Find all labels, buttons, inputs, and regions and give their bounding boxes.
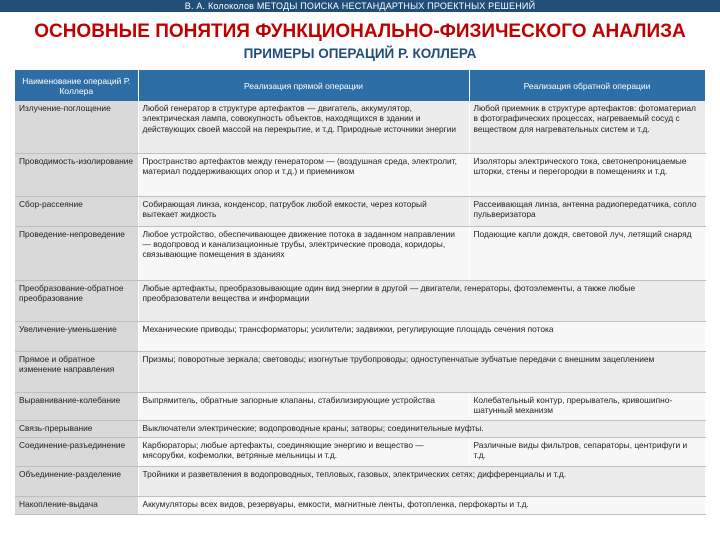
reverse-operation: Любой приемник в структуре артефактов: фотоматериал в фотографических процессах, нагреваемый сосуд с веществом для нагревательных систем и т.д. — [469, 101, 705, 153]
table-row — [15, 280, 705, 321]
operation-name: Связь-прерывание — [15, 420, 138, 437]
table-row — [15, 420, 705, 437]
operation-name: Проводимость-изолирование — [15, 153, 138, 196]
operation-name: Объединение-разделение — [15, 466, 138, 496]
table-row — [15, 437, 705, 466]
operation-name: Увеличение-уменьшение — [15, 321, 138, 351]
direct-operation: Карбюраторы; любые артефакты, соединяющие энергию и вещество — мясорубки, кофемолки, ветряные мельницы и т.д. — [138, 437, 469, 466]
direct-operation: Выпрямитель, обратные запорные клапаны, стабилизирующие устройства — [138, 392, 469, 420]
operation-name: Преобразование-обратное преобразование — [15, 280, 138, 321]
table-row — [15, 392, 705, 420]
operation-realization: Призмы; поворотные зеркала; световоды; изогнутые трубопроводы; одноступенчатые зубчатые передачи с внешним зацеплением — [138, 351, 705, 392]
operations-table — [15, 70, 706, 515]
top-bar: В. А. Колоколов МЕТОДЫ ПОИСКА НЕСТАНДАРТНЫХ ПРОЕКТНЫХ РЕШЕНИЙ — [0, 0, 720, 12]
operation-realization: Любые артефакты, преобразовывающие один вид энергии в другой — двигатели, генераторы, фотоэлементы, а также любые преобразователи вещества и информации — [138, 280, 705, 321]
page-title: ОСНОВНЫЕ ПОНЯТИЯ ФУНКЦИОНАЛЬНО-ФИЗИЧЕСКОГО АНАЛИЗА — [34, 21, 686, 42]
reverse-operation: Подающие капли дождя, световой луч, летящий снаряд — [469, 226, 705, 280]
table-row — [15, 226, 705, 280]
direct-operation: Собирающая линза, конденсор, патрубок любой емкости, через который вытекает жидкость — [138, 196, 469, 226]
operation-name: Проведение-непроведение — [15, 226, 138, 280]
table-row — [15, 496, 705, 514]
direct-operation: Любой генератор в структуре артефактов — двигатель, аккумулятор, электрическая лампа, совокупность объектов, находящихся в здании и действующих своей массой на перекрытие, и т.д. Природные источники энергии — [138, 101, 469, 153]
operation-name: Прямое и обратное изменение направления — [15, 351, 138, 392]
table-row — [15, 351, 705, 392]
operation-realization: Выключатели электрические; водопроводные краны; затворы; соединительные муфты. — [138, 420, 705, 437]
table-row — [15, 196, 705, 226]
operation-realization: Тройники и разветвления в водопроводных, тепловых, газовых, электрических сетях; дифференциалы и т.д. — [138, 466, 705, 496]
direct-operation: Пространство артефактов между генератором — (воздушная среда, электролит, материал поддерживающих опор и т.д.) и приемником — [138, 153, 469, 196]
table-header-row — [15, 70, 705, 101]
operation-name: Соединение-разъединение — [15, 437, 138, 466]
reverse-operation: Рассеивающая линза, антенна радиопередатчика, сопло пульверизатора — [469, 196, 705, 226]
table-row — [15, 466, 705, 496]
column-header-name: Наименование операций Р. Коллера — [15, 70, 138, 101]
table-row — [15, 101, 705, 153]
operation-realization: Механические приводы; трансформаторы; усилители; задвижки, регулирующие площадь сечения потока — [138, 321, 705, 351]
direct-operation: Любое устройство, обеспечивающее движение потока в заданном направлении — водопровод и канализационные трубы, электрические провода, коридоры, связывающие помещения в зданиях — [138, 226, 469, 280]
reverse-operation: Колебательный контур, прерыватель, кривошипно-шатунный механизм — [469, 392, 705, 420]
page-subtitle: ПРИМЕРЫ ОПЕРАЦИЙ Р. КОЛЛЕРА — [243, 46, 477, 61]
operation-name: Излучение-поглощение — [15, 101, 138, 153]
column-header-reverse: Реализация обратной операции — [469, 70, 705, 101]
column-header-direct: Реализация прямой операции — [138, 70, 469, 101]
table-row — [15, 321, 705, 351]
reverse-operation: Изоляторы электрического тока, светонепроницаемые шторки, стены и перегородки в помещениях и т.д. — [469, 153, 705, 196]
operation-name: Выравнивание-колебание — [15, 392, 138, 420]
reverse-operation: Различные виды фильтров, сепараторы, центрифуги и т.д. — [469, 437, 705, 466]
operation-name: Сбор-рассеяние — [15, 196, 138, 226]
operation-realization: Аккумуляторы всех видов, резервуары, емкости, магнитные ленты, фотопленка, перфокарты и т.д. — [138, 496, 705, 514]
operation-name: Накопление-выдача — [15, 496, 138, 514]
table-row — [15, 153, 705, 196]
